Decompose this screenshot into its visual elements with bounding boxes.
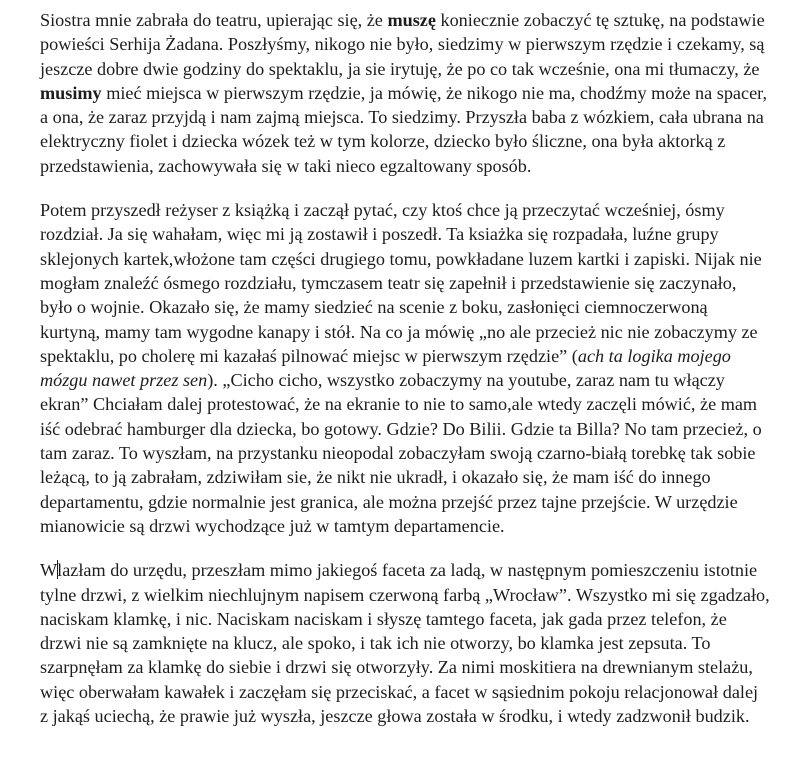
- text-run: ). „Cicho cicho, wszystko zobaczymy na youtube, zaraz nam tu włączy ekran” Chciałam dalej protestować, że na ekranie to nie to samo,ale wtedy zaczęli mówić, że mam iść odebrać hamburger dla dziecka, bo gotowy. Gdzie? Do Bilii. Gdzie ta Billa? No tam przecież, o tam zaraz. To wyszłam, na przystanku nieopodal zobaczyłam swoją czarno-białą torebkę tak sobie leżącą, to ją zabrałam, zdziwiłam sie, że nikt nie ukradł, i okazało się, że mam iść do innego departamentu, gdzie normalnie jest granica, ale można przejść przez tajne przejście. W urzędzie mianowicie są drzwi wychodzące już w tamtym departamencie.: [40, 370, 762, 536]
- text-run: W: [40, 560, 58, 581]
- italic-text-run: ach ta logika mojego mózgu nawet przez sen: [40, 345, 731, 391]
- document-page: [40, 8, 770, 728]
- bold-text-run: muszę: [387, 10, 436, 30]
- paragraph-1: [40, 8, 770, 178]
- text-run: mieć miejsca w pierwszym rzędzie, ja mówię, że nikogo nie ma, chodźmy może na spacer, a ona, że zaraz przyjdą i nam zajmą miejsca. To siedzimy. Przyszła baba z wózkiem, cała ubrana na elektryczny fiolet i dziecka wózek też w tym kolorze, dziecko było śliczne, ona była aktorką z przedstawienia, zachowywała się w taki nieco egzaltowany sposób.: [40, 82, 768, 176]
- text-run: lazłam do urzędu, przeszłam mimo jakiegoś faceta za ladą, w następnym pomieszczeniu istotnie tylne drzwi, z wielkim niechlujnym napisem czerwoną farbą „Wrocław”. Wszystko mi się zgadzało, naciskam klamkę, i nic. Naciskam naciskam i słyszę tamtego faceta, jak gada przez telefon, że drzwi nie są zamknięte na klucz, ale spoko, i tak ich nie otworzy, bo klamka jest zepsuta. To szarpnęłam za klamkę do siebie i drzwi się otworzyły. Za nimi moskitiera na drewnianym stelażu, więc oberwałam kawałek i zaczęłam się przeciskać, a facet w sąsiednim pokoju relacjonował dalej z jakąś uciechą, że prawie już wyszła, jeszcze głowa została w środku, i wtedy zadzwonił budzik.: [40, 560, 770, 727]
- paragraph-2: [40, 198, 770, 538]
- bold-text-run: musimy: [40, 82, 102, 103]
- text-run: Potem przyszedł reżyser z książką i zaczął pytać, czy ktoś chce ją przeczytać wcześniej, ósmy rozdział. Ja się wahałam, więc mi ją zostawił i poszedł. Ta ksiażka się rozpadała, luźne grupy sklejonych kartek,włożone tam części drugiego tomu, powkładane luzem kartki i zapiski. Nijak nie mogłam znaleźć ósmego rozdziału, tymczasem teatr się zapełnił i przedstawienie się zaczynało, było o wojnie. Okazało się, że mamy siedzieć na scenie z boku, zasłonięci ciemnoczerwoną kurtyną, mamy tam wygodne kanapy i stół. Na co ja mówię „no ale przecież nic nie zobaczymy ze spektaklu, po cholerę mi kazałaś pilnować miejsc w pierwszym rzędzie” (: [40, 200, 762, 366]
- text-run: Siostra mnie zabrała do teatru, upierając się, że: [40, 10, 388, 30]
- paragraph-3: [40, 558, 770, 728]
- text-run: koniecznie zobaczyć tę sztukę, na podstawie powieści Serhija Żadana. Poszłyśmy, nikogo nie było, siedzimy w pierwszym rzędzie i czekamy, są jeszcze dobre dwie godziny do spektaklu, ja sie irytuję, że po co tak wcześnie, ona mi tłumaczy, że: [40, 10, 765, 79]
